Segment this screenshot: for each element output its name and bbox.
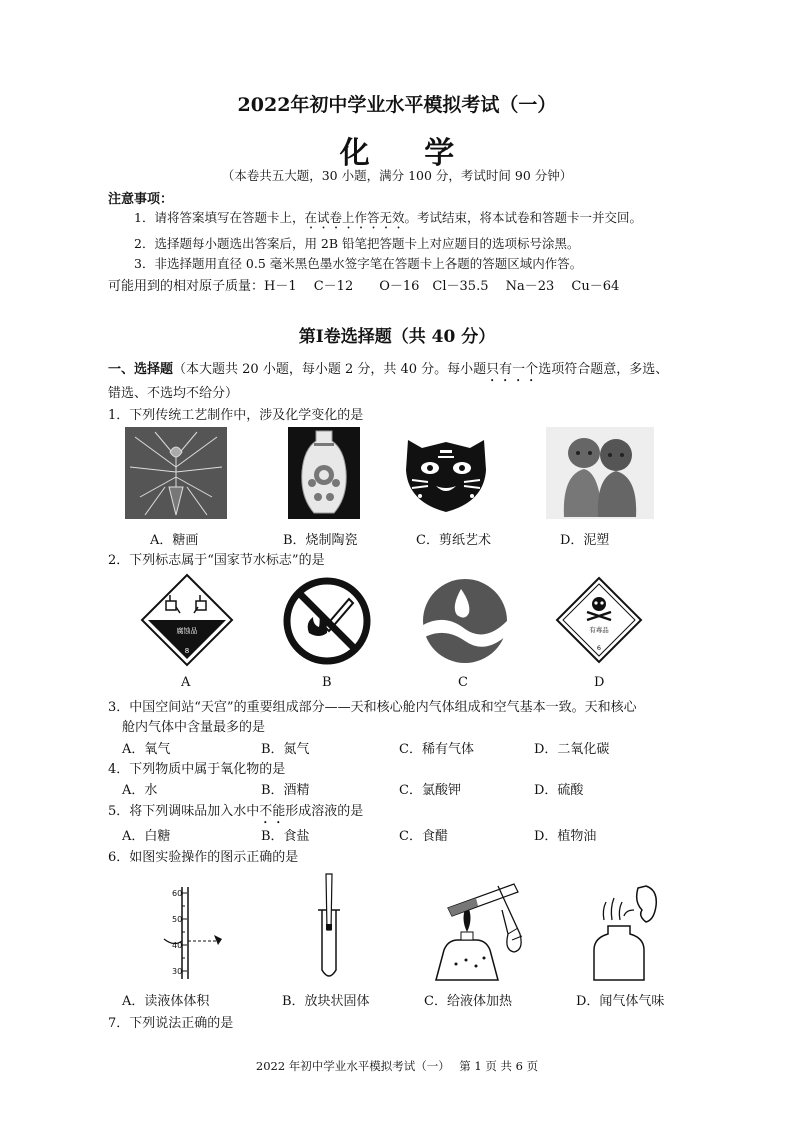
scale-50: 50	[172, 915, 183, 924]
q5-stem-b: 形成溶液的是	[285, 804, 364, 819]
page-footer: 2022 年初中学业水平模拟考试（一） 第 1 页 共 6 页	[255, 1059, 539, 1073]
q5-option-c: C．食醋	[399, 829, 448, 844]
q5-option-a: A．白糖	[122, 829, 171, 844]
scale-40: 40	[172, 941, 183, 950]
scale-30: 30	[172, 967, 183, 976]
q2-stem: 2．下列标志属于“国家节水标志”的是	[108, 553, 325, 568]
q2-option-b: B	[322, 675, 332, 690]
q3-stem-line1: 3．中国空间站“天宫”的重要组成部分——天和核心舱内气体组成和空气基本一致。天和核心	[108, 700, 637, 715]
q1-option-d: D．泥塑	[560, 533, 610, 548]
q3-option-c: C．稀有气体	[399, 742, 474, 757]
q4-option-a: A．水	[122, 783, 158, 798]
q1-stem: 1．下列传统工艺制作中，涉及化学变化的是	[108, 408, 364, 423]
q6-option-b: B．放块状固体	[282, 994, 370, 1009]
sugar-painting-image	[125, 427, 227, 519]
q3-option-b: B．氮气	[261, 742, 310, 757]
toxic-number: 6	[596, 644, 602, 652]
q1-option-a: A．糖画	[150, 533, 199, 548]
note-1-part-b: 。考试结束，将本试卷和答题卡一并交回。	[404, 210, 642, 225]
clay-sculpture-image	[546, 427, 654, 519]
note-1-emphasis: 在试卷上作答无效	[304, 210, 405, 225]
q4-option-d: D．硫酸	[534, 783, 584, 798]
q6-stem: 6．如图实验操作的图示正确的是	[108, 850, 299, 865]
q5-stem-emphasis: 不能	[259, 804, 286, 819]
section-intro-line2: 错选、不选均不给分）	[108, 386, 239, 401]
q3-option-d: D．二氧化碳	[534, 742, 610, 757]
q1-option-b: B．烧制陶瓷	[283, 533, 358, 548]
note-2: 2．选择题每小题选出答案后，用 2B 铅笔把答题卡上对应题目的选项标号涂黑。	[134, 236, 580, 251]
notes-heading: 注意事项：	[108, 192, 174, 207]
note-3: 3．非选择题用直径 0.5 毫米黑色墨水签字笔在答题卡上各题的答题区域内作答。	[134, 256, 583, 271]
q5-option-d: D．植物油	[534, 829, 597, 844]
q5-stem-a: 5．将下列调味品加入水中	[108, 804, 260, 819]
q6-option-d: D．闻气体气味	[576, 994, 665, 1009]
q1-option-c: C．剪纸艺术	[416, 533, 491, 548]
q6-option-c: C．给液体加热	[424, 994, 512, 1009]
section-intro-emphasis: 只有一个	[486, 362, 539, 377]
note-1	[134, 208, 642, 232]
corrosive-sign-icon	[140, 573, 234, 667]
q4-option-c: C．氯酸钾	[399, 783, 461, 798]
q4-option-b: B．酒精	[261, 783, 310, 798]
section-intro	[108, 358, 668, 385]
corrosive-label: 腐蚀品	[176, 627, 198, 635]
heating-liquid-image	[428, 880, 538, 984]
exam-info: （本卷共五大题，30 小题，满分 100 分，考试时间 90 分钟）	[221, 168, 573, 183]
paper-cut-tiger-image	[400, 430, 492, 516]
q3-stem-line2: 舱内气体中含量最多的是	[122, 720, 266, 735]
water-saving-sign-icon	[421, 577, 509, 665]
atomic-masses: 可能用到的相对原子质量：H－1 C－12 O－16 Cl－35.5 Na－23 Cu－64	[108, 279, 620, 294]
no-fire-sign-icon	[283, 577, 371, 665]
corrosive-number: 8	[184, 647, 190, 655]
q2-option-a: A	[181, 675, 191, 690]
section-intro-a: （本大题共 20 小题，每小题 2 分，共 40 分。每小题	[173, 362, 487, 377]
toxic-sign-icon	[555, 576, 643, 664]
toxic-label: 有毒品	[589, 626, 609, 634]
smelling-gas-image	[590, 880, 670, 984]
q6-option-a: A．读液体体积	[122, 994, 210, 1009]
q2-option-c: C	[458, 675, 468, 690]
note-1-part-a: 1．请将答案填写在答题卡上，	[134, 210, 305, 225]
scale-60: 60	[172, 889, 183, 898]
section-intro-b: 选项符合题意，多选、	[538, 362, 669, 377]
q3-option-a: A．氧气	[122, 742, 171, 757]
q4-stem: 4．下列物质中属于氧化物的是	[108, 762, 286, 777]
test-tube-solid-image	[300, 870, 360, 985]
exam-title: 2022年初中学业水平模拟考试（一）	[237, 94, 557, 116]
section-title: 第Ⅰ卷选择题（共 40 分）	[298, 327, 496, 347]
porcelain-vase-image	[288, 427, 360, 519]
q5-option-b: B．食盐	[261, 829, 310, 844]
graduated-cylinder-image	[160, 883, 230, 983]
q7-stem: 7．下列说法正确的是	[108, 1016, 234, 1031]
subject-title: 化 学	[339, 136, 477, 171]
q5-stem	[108, 800, 363, 827]
section-intro-label: 一、选择题	[108, 362, 174, 377]
q2-option-d: D	[594, 675, 605, 690]
